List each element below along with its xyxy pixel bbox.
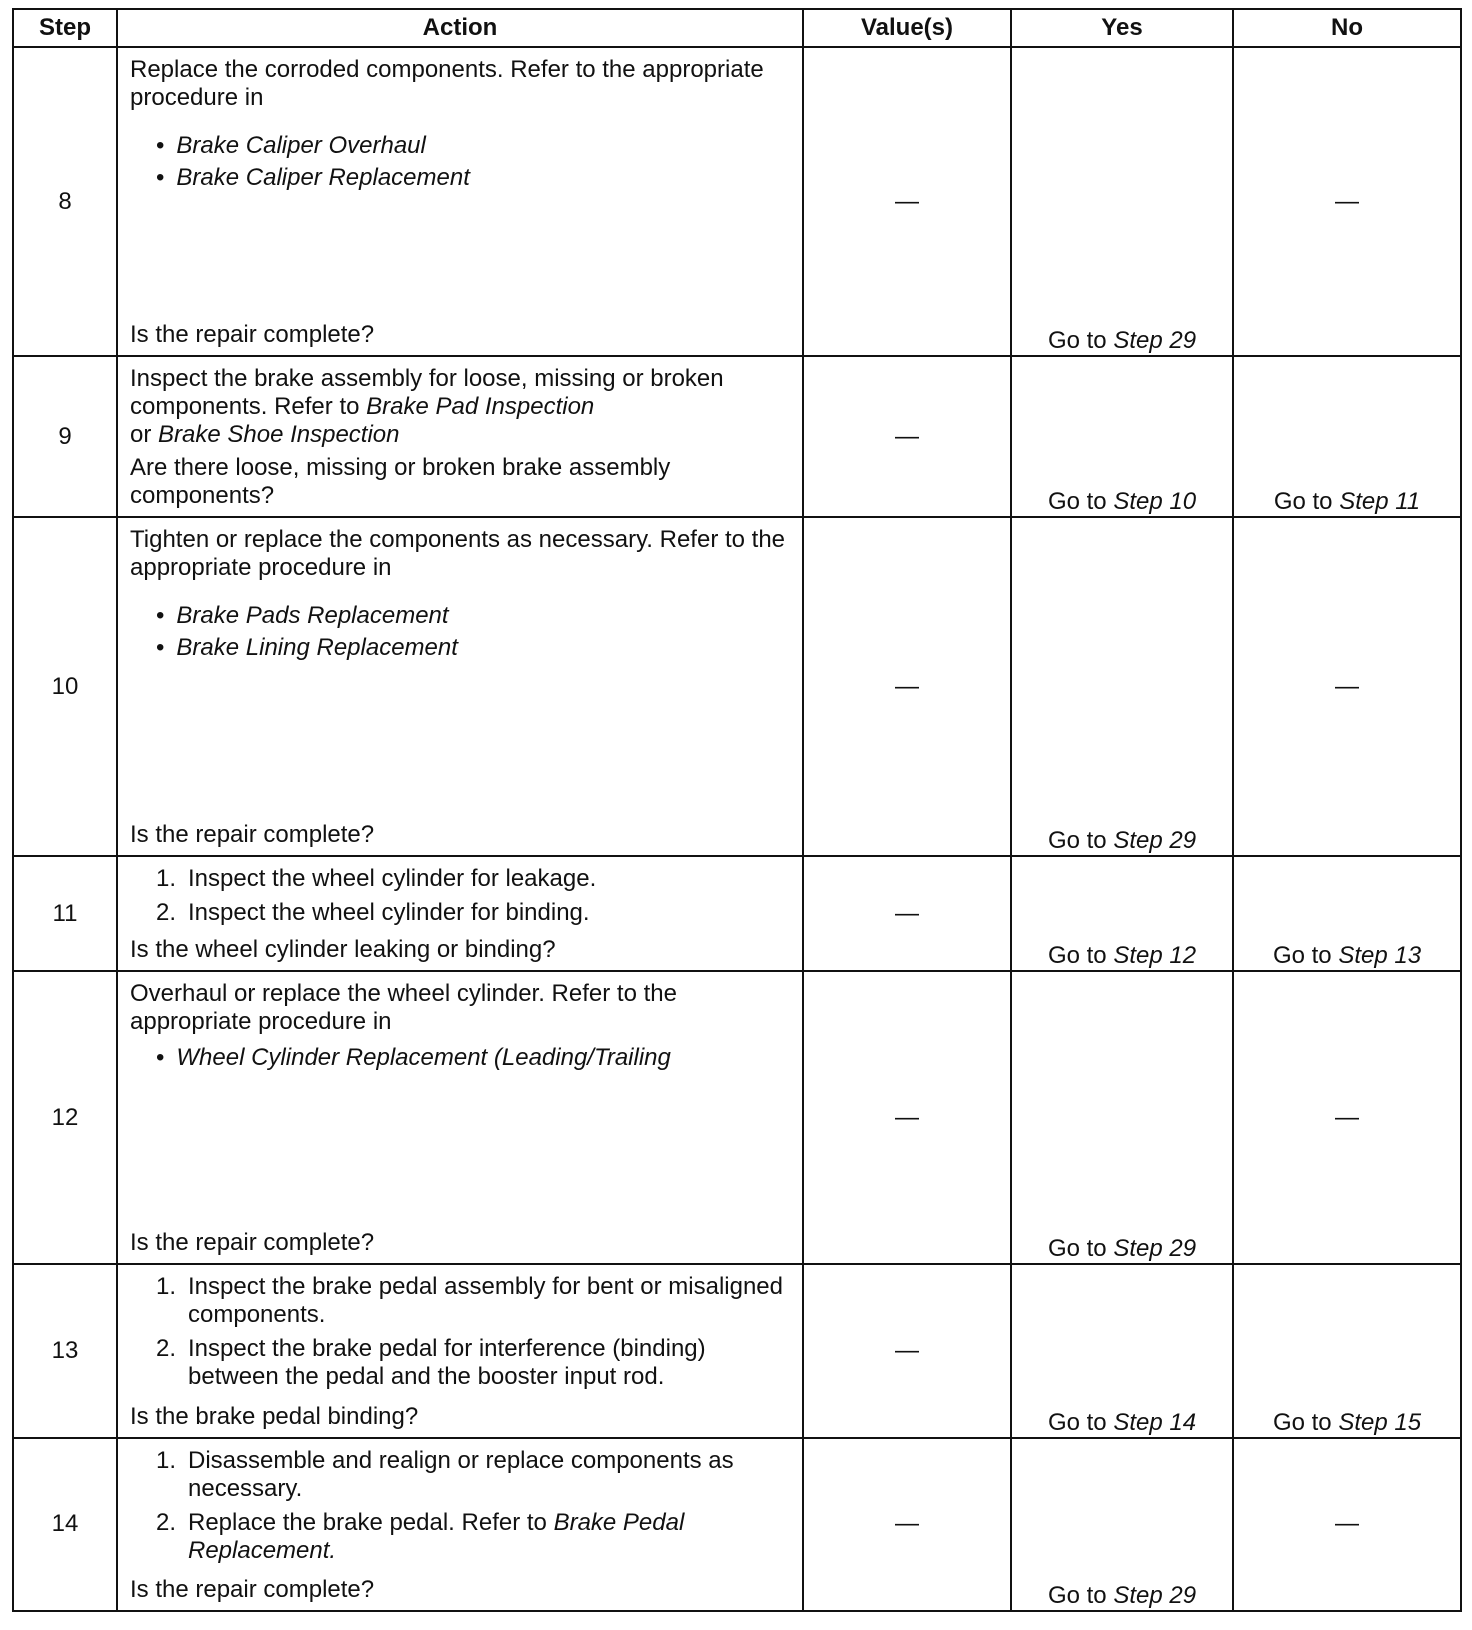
header-no: No	[1233, 9, 1461, 47]
value-cell	[803, 971, 1011, 1264]
procedure-link[interactable]: Brake Pedal Replacement.	[188, 1508, 685, 1564]
no-step-link[interactable]: Step 11	[1339, 488, 1421, 516]
dash: —	[895, 1336, 919, 1364]
action-cell	[117, 856, 803, 972]
yes-step-link[interactable]: Step 29	[1113, 1582, 1197, 1609]
dash: —	[1335, 1103, 1359, 1131]
procedure-link[interactable]: • Brake Caliper Replacement	[156, 162, 790, 194]
list-item	[156, 1273, 790, 1329]
yes-cell	[1011, 356, 1233, 517]
item-text: Replace the brake pedal. Refer to	[188, 1508, 547, 1536]
yes-cell	[1011, 971, 1233, 1264]
go-to-label: Go to	[1273, 488, 1333, 516]
yes-cell	[1011, 47, 1233, 356]
header-values: Value(s)	[803, 9, 1011, 47]
action-cell	[117, 356, 803, 517]
action-question: Is the repair complete?	[130, 820, 375, 848]
dash: —	[895, 1510, 919, 1538]
yes-step-link[interactable]: Step 29	[1113, 327, 1197, 355]
list-item	[156, 865, 790, 893]
value-cell	[803, 517, 1011, 855]
table-row-step-12	[13, 971, 1461, 1264]
no-cell	[1233, 1438, 1461, 1611]
action-text: Replace the corroded components. Refer to the appropriate procedure in	[130, 56, 764, 111]
procedure-list	[130, 600, 790, 664]
procedure-link[interactable]: • Brake Caliper Overhaul	[156, 130, 790, 162]
go-to-label: Go to	[1047, 826, 1107, 854]
go-to-label: Go to	[1047, 1408, 1107, 1436]
step-number: 9	[13, 356, 117, 517]
action-cell	[117, 517, 803, 855]
action-text: Tighten or replace the components as necessary. Refer to the appropriate procedure in	[130, 526, 786, 582]
list-item	[156, 1335, 790, 1391]
item-text: Inspect the wheel cylinder for leakage.	[188, 864, 597, 892]
list-item	[156, 1509, 790, 1565]
action-question: Is the repair complete?	[130, 1229, 375, 1257]
go-to-label: Go to	[1047, 1582, 1107, 1609]
numbered-list	[130, 1273, 790, 1397]
action-cell	[117, 47, 803, 356]
action-cell	[117, 1264, 803, 1437]
item-number: 1.	[156, 1273, 177, 1301]
diagnostic-table	[12, 8, 1462, 1612]
step-number: 12	[13, 971, 117, 1264]
yes-cell	[1011, 1264, 1233, 1437]
action-text: Overhaul or replace the wheel cylinder. Refer to the appropriate procedure in	[130, 980, 677, 1036]
item-text: Inspect the brake pedal assembly for bent or misaligned components.	[188, 1273, 783, 1329]
go-to-label: Go to	[1272, 942, 1332, 970]
dash: —	[895, 422, 919, 450]
item-text: Inspect the wheel cylinder for binding.	[188, 898, 590, 926]
dash: —	[895, 899, 919, 927]
item-text: Inspect the brake pedal for interference (binding) between the pedal and the booster input rod.	[188, 1335, 706, 1391]
value-cell	[803, 1438, 1011, 1611]
list-item	[156, 1447, 790, 1503]
action-question: Is the repair complete?	[130, 321, 375, 349]
procedure-link[interactable]: • Wheel Cylinder Replacement (Leading/Trailing	[156, 1042, 790, 1074]
table-row-step-14	[13, 1438, 1461, 1611]
step-number: 8	[13, 47, 117, 356]
go-to-label: Go to	[1047, 942, 1107, 970]
dash: —	[895, 1103, 919, 1131]
item-number: 2.	[156, 898, 177, 926]
action-question: Is the brake pedal binding?	[130, 1402, 419, 1430]
go-to-label: Go to	[1047, 488, 1107, 516]
yes-step-link[interactable]: Step 29	[1113, 826, 1197, 854]
no-cell	[1233, 47, 1461, 356]
no-step-link[interactable]: Step 15	[1338, 1408, 1422, 1436]
value-cell	[803, 356, 1011, 517]
item-text: Disassemble and realign or replace components as necessary.	[188, 1446, 734, 1502]
value-cell	[803, 856, 1011, 972]
item-number: 2.	[156, 1335, 177, 1363]
yes-cell	[1011, 1438, 1233, 1611]
step-number: 13	[13, 1264, 117, 1437]
header-action: Action	[117, 9, 803, 47]
step-number: 14	[13, 1438, 117, 1611]
table-row-step-9	[13, 356, 1461, 517]
item-number: 1.	[156, 864, 177, 892]
go-to-label: Go to	[1047, 327, 1107, 355]
step-number: 11	[13, 856, 117, 972]
procedure-link[interactable]: Brake Shoe Inspection	[158, 421, 400, 449]
numbered-list	[130, 1447, 790, 1571]
go-to-label: Go to	[1272, 1408, 1332, 1436]
yes-cell	[1011, 517, 1233, 855]
value-cell	[803, 1264, 1011, 1437]
procedure-list	[130, 1042, 790, 1074]
no-step-link[interactable]: Step 13	[1338, 942, 1422, 970]
dash: —	[1335, 672, 1359, 700]
procedure-list	[130, 130, 790, 194]
value-cell	[803, 47, 1011, 356]
no-cell	[1233, 517, 1461, 855]
dash: —	[895, 672, 919, 700]
yes-step-link[interactable]: Step 14	[1113, 1408, 1197, 1436]
no-cell	[1233, 356, 1461, 517]
action-question: Are there loose, missing or broken brake assembly components?	[130, 454, 671, 510]
no-cell	[1233, 1264, 1461, 1437]
dash: —	[895, 187, 919, 215]
table-row-step-10	[13, 517, 1461, 855]
action-cell	[117, 971, 803, 1264]
table-row-step-8	[13, 47, 1461, 356]
list-item	[156, 899, 790, 927]
numbered-list	[130, 865, 790, 933]
action-text: or	[130, 421, 152, 449]
yes-cell	[1011, 856, 1233, 972]
action-question: Is the repair complete?	[130, 1576, 375, 1603]
no-cell	[1233, 971, 1461, 1264]
header-row	[13, 9, 1461, 47]
no-cell	[1233, 856, 1461, 972]
procedure-link[interactable]: • Brake Lining Replacement	[156, 632, 790, 664]
step-number: 10	[13, 517, 117, 855]
action-question: Is the wheel cylinder leaking or binding?	[130, 936, 556, 964]
header-step: Step	[13, 9, 117, 47]
table-row-step-11	[13, 856, 1461, 972]
go-to-label: Go to	[1047, 1235, 1107, 1263]
item-number: 2.	[156, 1508, 177, 1536]
procedure-link[interactable]: • Brake Pads Replacement	[156, 600, 790, 632]
action-text: Inspect the brake assembly for loose, missing or broken components. Refer to	[130, 365, 724, 421]
yes-step-link[interactable]: Step 10	[1113, 488, 1197, 516]
yes-step-link[interactable]: Step 12	[1113, 942, 1197, 970]
yes-step-link[interactable]: Step 29	[1113, 1235, 1197, 1263]
header-yes: Yes	[1011, 9, 1233, 47]
procedure-link[interactable]: Brake Pad Inspection	[366, 393, 595, 421]
dash: —	[1335, 1510, 1359, 1538]
item-number: 1.	[156, 1446, 177, 1474]
table-row-step-13	[13, 1264, 1461, 1437]
dash: —	[1335, 187, 1359, 215]
action-cell	[117, 1438, 803, 1611]
